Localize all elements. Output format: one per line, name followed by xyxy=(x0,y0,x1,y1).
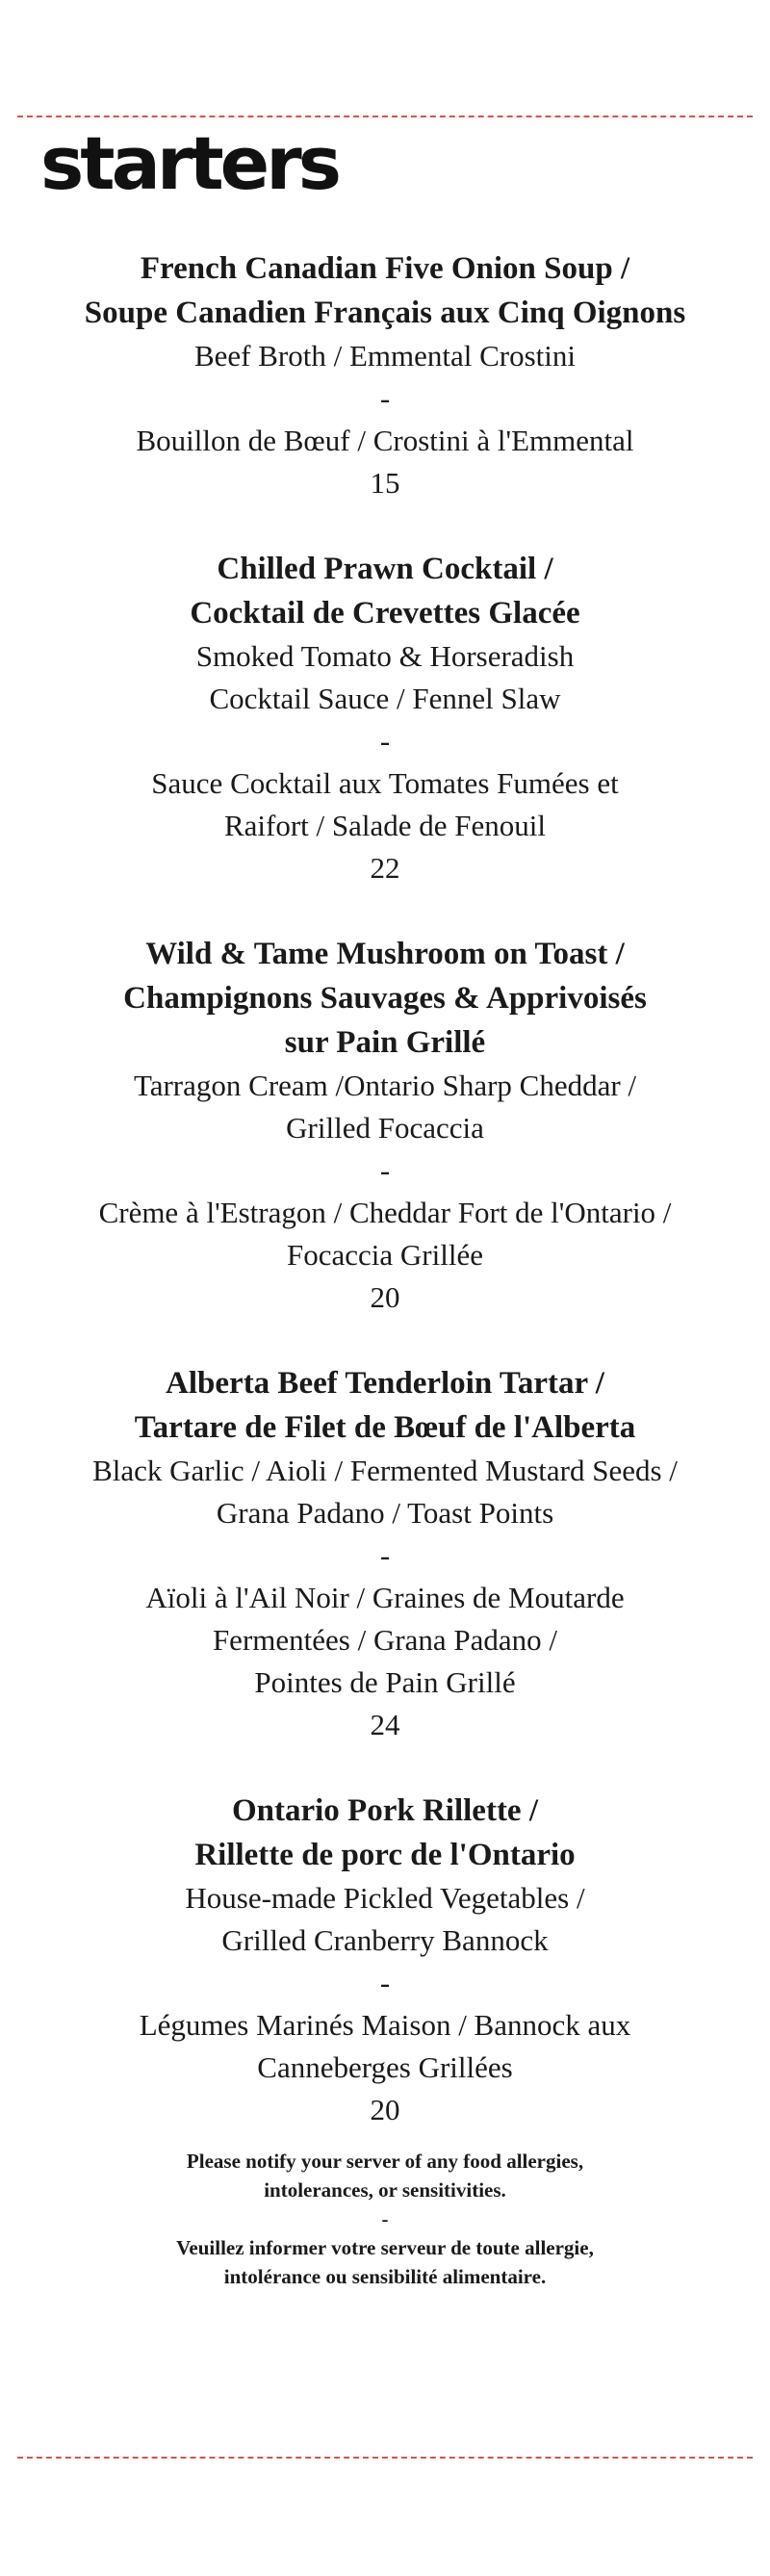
item-description-en: Cocktail Sauce / Fennel Slaw xyxy=(209,682,561,715)
item-description-en: Black Garlic / Aioli / Fermented Mustard Seeds / xyxy=(92,1454,678,1487)
item-description-fr: Bouillon de Bœuf / Crostini à l'Emmental xyxy=(136,424,634,457)
item-description-en: Grana Padano / Toast Points xyxy=(216,1496,554,1530)
item-description-en: Beef Broth / Emmental Crostini xyxy=(193,339,577,373)
item-description-fr: Raifort / Salade de Fenouil xyxy=(223,809,547,842)
item-name-line: Rillette de porc de l'Ontario xyxy=(194,1838,576,1872)
item-name-line: Wild & Tame Mushroom on Toast / xyxy=(145,937,625,971)
menu-item xyxy=(0,547,770,889)
allergy-note-separator: - xyxy=(381,2207,389,2230)
bottom-divider xyxy=(17,2457,753,2459)
item-separator: - xyxy=(379,1538,391,1572)
allergy-note-fr-line: Veuillez informer votre serveur de toute allergie, xyxy=(176,2236,594,2259)
item-name-line: Soupe Canadien Français aux Cinq Oignons xyxy=(84,296,686,330)
item-name-line: sur Pain Grillé xyxy=(284,1025,486,1060)
item-name-line: Tartare de Filet de Bœuf de l'Alberta xyxy=(134,1410,636,1445)
item-description-fr: Canneberges Grillées xyxy=(257,2050,513,2084)
allergy-note-en-line: Please notify your server of any food allergies, xyxy=(186,2150,584,2173)
item-name-line: Cocktail de Crevettes Glacée xyxy=(190,596,580,631)
top-divider xyxy=(17,116,753,117)
item-description-fr: Focaccia Grillée xyxy=(287,1238,483,1272)
item-description-en: House-made Pickled Vegetables / xyxy=(185,1881,585,1915)
item-separator: - xyxy=(379,1153,391,1187)
item-separator: - xyxy=(379,381,391,415)
menu-list xyxy=(0,246,770,2291)
allergy-note-fr-line: intolérance ou sensibilité alimentaire. xyxy=(223,2265,547,2288)
item-separator: - xyxy=(379,724,391,758)
menu-item xyxy=(0,1789,770,2131)
item-description-en: Grilled Cranberry Bannock xyxy=(221,1923,549,1957)
page-title: starters xyxy=(40,120,338,206)
item-description-fr: Pointes de Pain Grillé xyxy=(254,1665,516,1699)
item-name-line: French Canadian Five Onion Soup / xyxy=(140,251,630,286)
menu-item xyxy=(0,932,770,1319)
item-description-fr: Crème à l'Estragon / Cheddar Fort de l'Ontario / xyxy=(98,1196,672,1229)
item-description-fr: Aïoli à l'Ail Noir / Graines de Moutarde xyxy=(145,1581,625,1614)
item-separator: - xyxy=(379,1966,391,1999)
item-name-line: Chilled Prawn Cocktail / xyxy=(217,552,553,586)
item-price: 24 xyxy=(370,1708,400,1741)
item-description-en: Smoked Tomato & Horseradish xyxy=(195,639,575,673)
item-description-en: Tarragon Cream /Ontario Sharp Cheddar / xyxy=(133,1069,637,1102)
item-description-fr: Fermentées / Grana Padano / xyxy=(212,1623,558,1657)
item-price: 20 xyxy=(370,1280,400,1314)
item-name-line: Ontario Pork Rillette / xyxy=(231,1793,538,1828)
allergy-note-en-line: intolerances, or sensitivities. xyxy=(264,2178,506,2202)
menu-item xyxy=(0,246,770,504)
item-description-fr: Sauce Cocktail aux Tomates Fumées et xyxy=(151,766,619,800)
item-name-line: Champignons Sauvages & Apprivoisés xyxy=(123,981,647,1016)
item-description-fr: Légumes Marinés Maison / Bannock aux xyxy=(139,2008,631,2042)
item-price: 20 xyxy=(370,2093,400,2126)
menu-item xyxy=(0,1361,770,1746)
item-description-en: Grilled Focaccia xyxy=(286,1111,484,1145)
item-name-line: Alberta Beef Tenderloin Tartar / xyxy=(166,1366,604,1401)
item-price: 15 xyxy=(370,466,400,500)
item-price: 22 xyxy=(370,851,400,885)
allergy-note xyxy=(0,2147,770,2291)
